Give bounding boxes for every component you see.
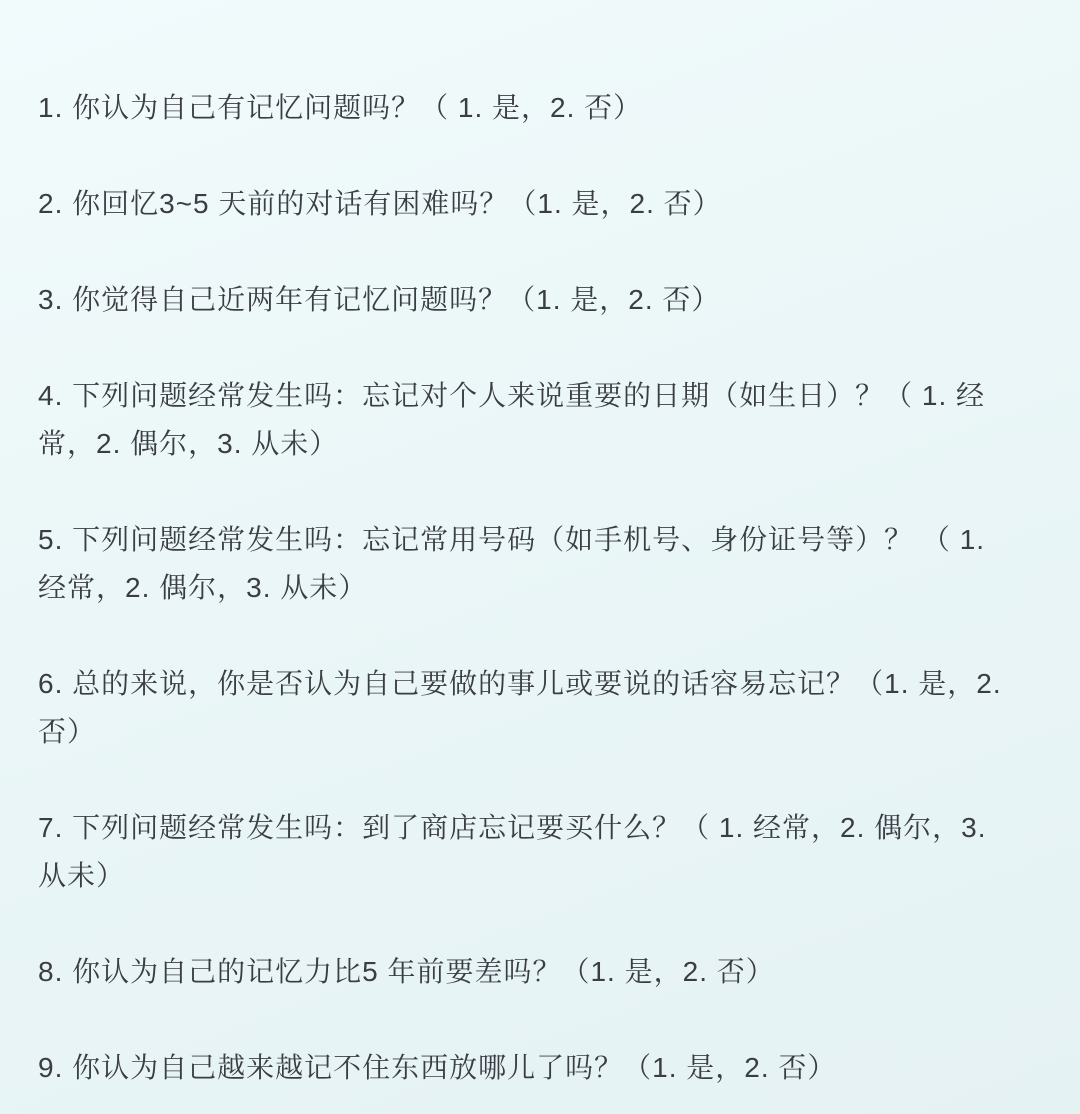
question-item-4 bbox=[38, 372, 1050, 468]
question-line: 常，2. 偶尔，3. 从未） bbox=[38, 428, 339, 459]
question-item-7 bbox=[38, 804, 1050, 900]
question-line: 5. 下列问题经常发生吗：忘记常用号码（如手机号、身份证号等）？ （ 1. bbox=[38, 524, 986, 555]
question-line: 2. 你回忆3~5 天前的对话有困难吗？（1. 是，2. 否） bbox=[38, 188, 722, 219]
question-line: 7. 下列问题经常发生吗：到了商店忘记要买什么？（ 1. 经常，2. 偶尔，3. bbox=[38, 812, 987, 843]
question-line: 6. 总的来说，你是否认为自己要做的事儿或要说的话容易忘记？（1. 是，2. bbox=[38, 668, 1002, 699]
question-line: 4. 下列问题经常发生吗：忘记对个人来说重要的日期（如生日）？（ 1. 经 bbox=[38, 380, 986, 411]
question-line: 1. 你认为自己有记忆问题吗？（ 1. 是，2. 否） bbox=[38, 92, 643, 123]
question-item-3 bbox=[38, 276, 1050, 324]
question-line: 从未） bbox=[38, 860, 126, 891]
question-line: 9. 你认为自己越来越记不住东西放哪儿了吗？（1. 是，2. 否） bbox=[38, 1052, 837, 1083]
question-item-8 bbox=[38, 948, 1050, 996]
question-item-6 bbox=[38, 660, 1050, 756]
question-item-5 bbox=[38, 516, 1050, 612]
question-item-2 bbox=[38, 180, 1050, 228]
question-item-1 bbox=[38, 84, 1050, 132]
question-line: 3. 你觉得自己近两年有记忆问题吗？（1. 是，2. 否） bbox=[38, 284, 721, 315]
question-line: 8. 你认为自己的记忆力比5 年前要差吗？（1. 是，2. 否） bbox=[38, 956, 775, 987]
question-line: 否） bbox=[38, 716, 97, 747]
question-item-9 bbox=[38, 1044, 1050, 1092]
question-line: 经常，2. 偶尔，3. 从未） bbox=[38, 572, 368, 603]
